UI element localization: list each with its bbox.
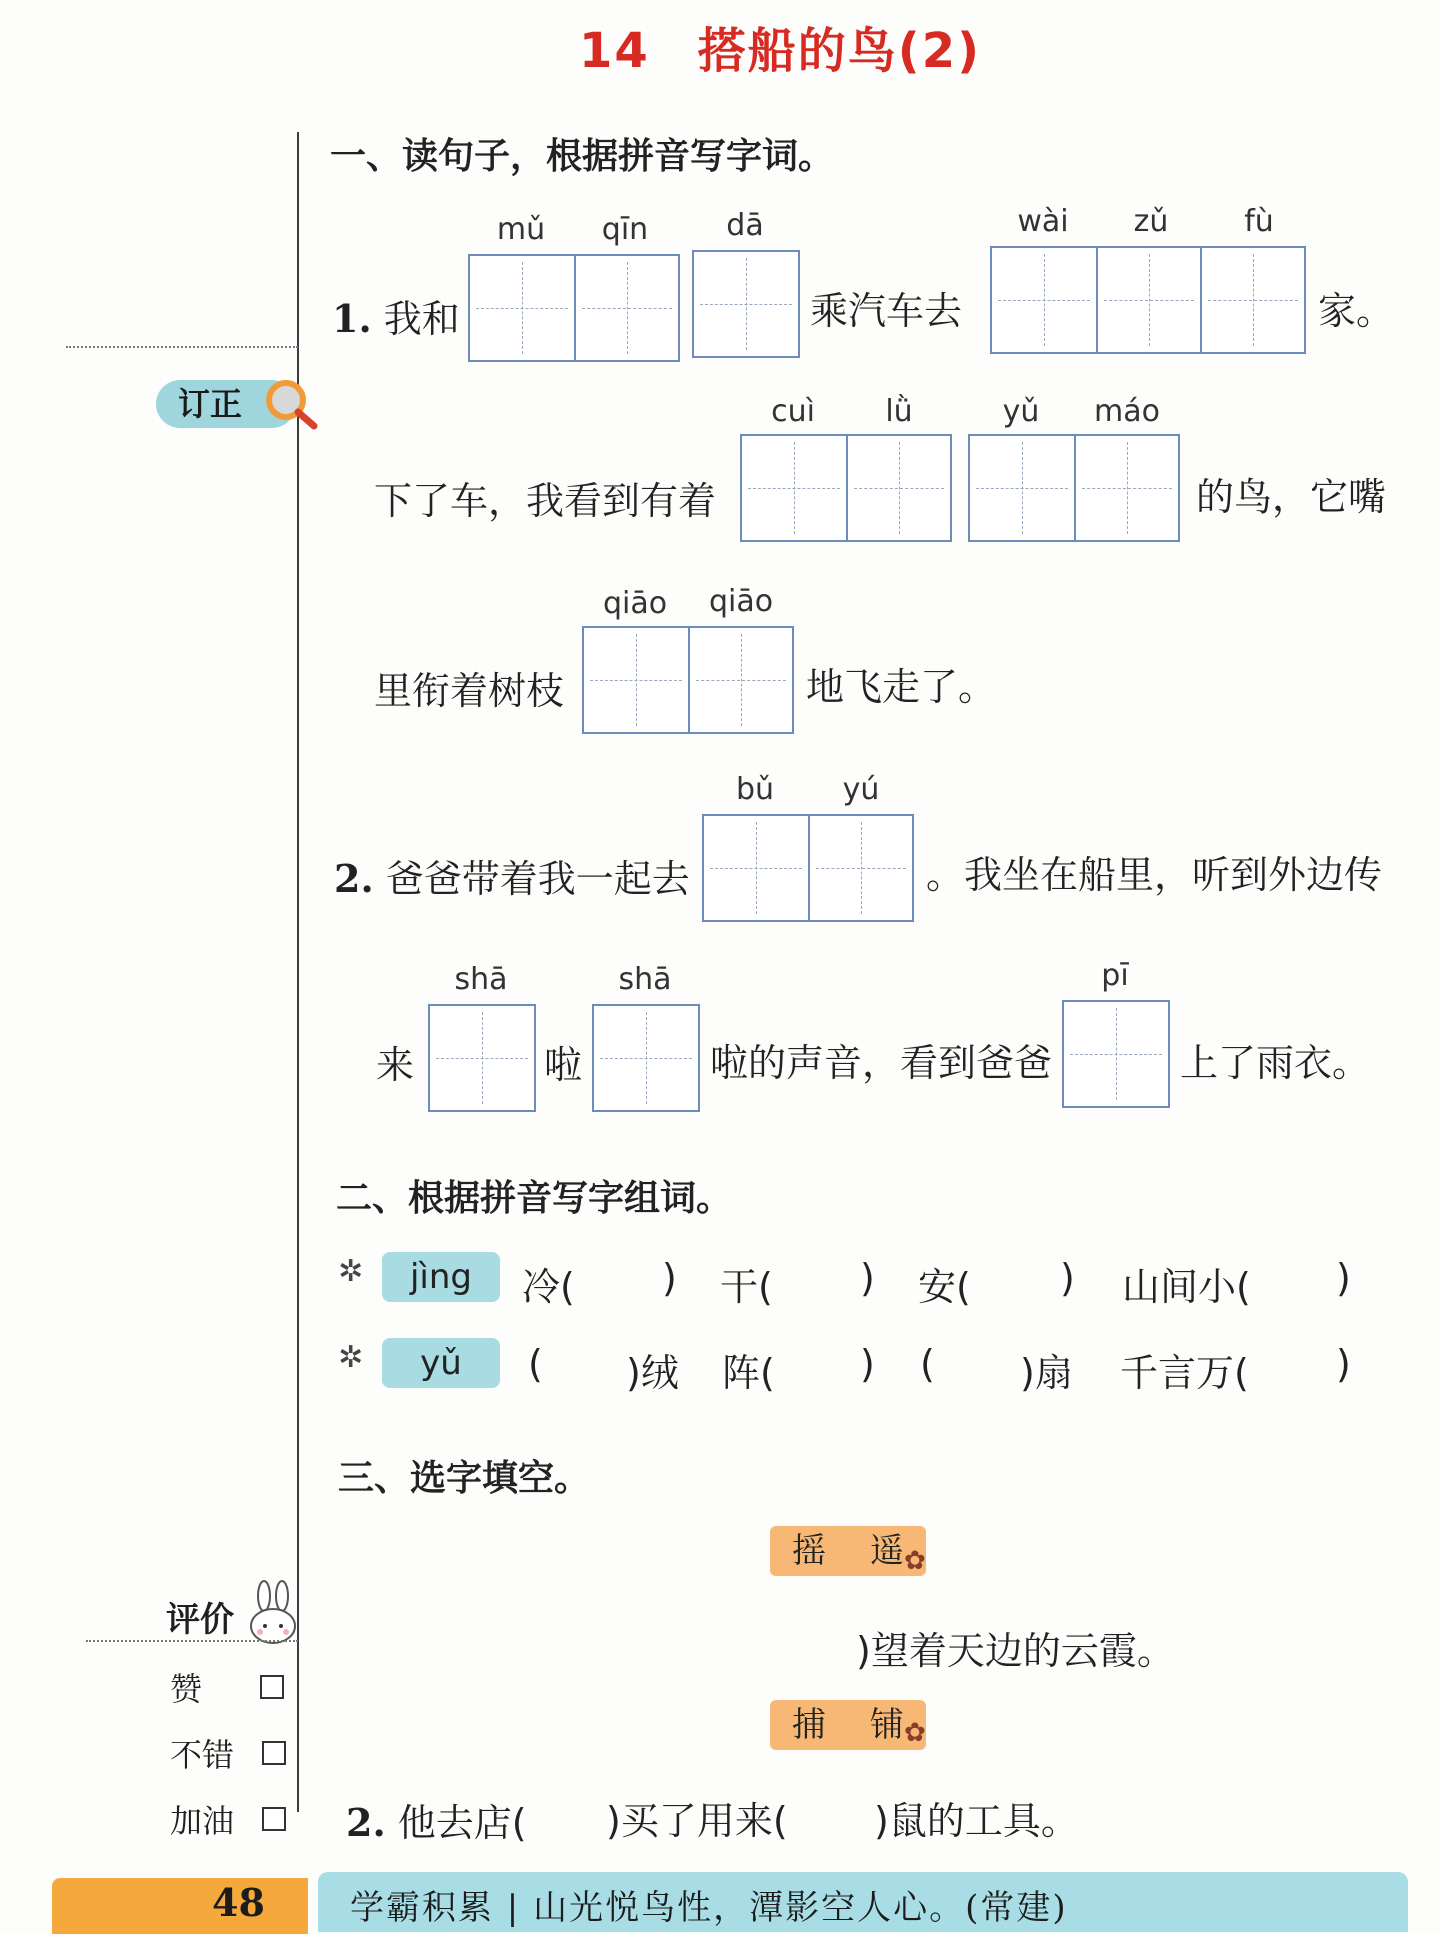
eval-option-bucuo[interactable] bbox=[170, 1730, 286, 1776]
eval-option-label: 不错 bbox=[170, 1736, 235, 1774]
sentence-fragment: )望着天边的云霞。 bbox=[856, 1629, 1175, 1673]
section1-heading: 一、读句子，根据拼音写字词。 bbox=[330, 136, 835, 177]
sentence-fragment: 乘汽车去 bbox=[810, 289, 963, 333]
pinyin-label: bǔ bbox=[735, 772, 775, 807]
choice-char: 铺 bbox=[870, 1705, 904, 1745]
footer-quote: 学霸积累 | 山光悦鸟性，潭影空人心。(常建) bbox=[350, 1888, 1068, 1928]
pinyin-label: qiāo bbox=[708, 584, 774, 619]
question-number-2: 2. bbox=[346, 1800, 386, 1845]
flower-icon: ✿ bbox=[904, 1718, 926, 1748]
sentence-fragment: )买了用来( bbox=[606, 1799, 788, 1843]
margin-dotted-line bbox=[66, 346, 298, 348]
pinyin-label: qiāo bbox=[602, 586, 668, 621]
sentence-fragment: 他去店( bbox=[397, 1801, 527, 1845]
choice-box-1 bbox=[770, 1526, 926, 1576]
pinyin-label: máo bbox=[1094, 394, 1160, 429]
rabbit-icon bbox=[246, 1580, 300, 1646]
blank-item: ) bbox=[1336, 1256, 1351, 1300]
sentence-fragment: 我和 bbox=[383, 297, 460, 341]
blank-item: ( bbox=[528, 1342, 543, 1386]
blank-item: 干( bbox=[720, 1265, 773, 1309]
blank-item: ( bbox=[920, 1342, 935, 1386]
eval-option-label: 加油 bbox=[170, 1802, 235, 1840]
sentence-fragment: 上了雨衣。 bbox=[1180, 1041, 1371, 1085]
pinyin-label: qīn bbox=[601, 212, 649, 247]
blank-item: ) bbox=[662, 1256, 677, 1300]
blank-item: 阵( bbox=[722, 1351, 775, 1395]
writing-grid-pi[interactable] bbox=[1062, 1000, 1170, 1108]
lesson-number: 14 bbox=[578, 23, 650, 79]
section2-heading: 二、根据拼音写字组词。 bbox=[336, 1178, 733, 1219]
pinyin-label: yú bbox=[842, 772, 880, 807]
pinyin-label: shā bbox=[454, 962, 508, 997]
page-title bbox=[0, 12, 1440, 81]
question-number-1: 1. bbox=[332, 296, 372, 341]
writing-grid-yumao[interactable] bbox=[968, 434, 1180, 542]
blank-item: 安( bbox=[918, 1265, 971, 1309]
blank-item: 冷( bbox=[522, 1265, 575, 1309]
sentence-fragment: 来 bbox=[376, 1043, 415, 1087]
pinyin-label: cuì bbox=[771, 394, 815, 429]
magnifier-icon bbox=[262, 376, 320, 432]
writing-grid-muqin[interactable] bbox=[468, 254, 680, 362]
eval-option-label: 赞 bbox=[170, 1670, 203, 1708]
pinyin-label: shā bbox=[618, 962, 672, 997]
sentence-fragment: 爸爸带着我一起去 bbox=[385, 857, 690, 901]
sentence-fragment: 下了车，我看到有着 bbox=[374, 479, 717, 523]
writing-grid-sha2[interactable] bbox=[592, 1004, 700, 1112]
choice-box-2 bbox=[770, 1700, 926, 1750]
blank-item: 山间小( bbox=[1122, 1265, 1251, 1309]
eval-option-jiayou[interactable] bbox=[170, 1796, 286, 1842]
eval-option-zan[interactable] bbox=[170, 1664, 284, 1710]
writing-grid-waizufu[interactable] bbox=[990, 246, 1306, 354]
pinyin-label: mǔ bbox=[496, 212, 546, 247]
pinyin-pill: yǔ bbox=[382, 1338, 500, 1388]
pinyin-label: pī bbox=[1101, 958, 1129, 993]
blank-item: ) bbox=[1060, 1256, 1075, 1300]
pinyin-label: yǔ bbox=[1002, 394, 1040, 429]
sentence-fragment: 家。 bbox=[1318, 289, 1395, 333]
pinyin-pill: jìng bbox=[382, 1252, 500, 1302]
choice-char: 遥 bbox=[870, 1531, 904, 1571]
sentence-fragment: 啦 bbox=[544, 1043, 583, 1087]
sentence-fragment: 的鸟，它嘴 bbox=[1196, 475, 1387, 519]
blank-item: ) bbox=[1336, 1342, 1351, 1386]
eval-dotted-line bbox=[86, 1640, 298, 1642]
correction-label: 订正 bbox=[156, 380, 296, 428]
blank-item: )扇 bbox=[1020, 1351, 1073, 1395]
writing-grid-sha1[interactable] bbox=[428, 1004, 536, 1112]
eval-checkbox[interactable] bbox=[262, 1807, 286, 1831]
writing-grid-qiaoqiao[interactable] bbox=[582, 626, 794, 734]
blank-item: 千言万( bbox=[1120, 1351, 1249, 1395]
choice-char: 捕 bbox=[792, 1705, 826, 1745]
question-number-2: 2. bbox=[334, 856, 374, 901]
pinyin-label: zǔ bbox=[1133, 204, 1169, 239]
bird-icon: ✲ bbox=[338, 1340, 364, 1375]
sentence-fragment: 啦的声音，看到爸爸 bbox=[710, 1041, 1053, 1085]
eval-checkbox[interactable] bbox=[262, 1741, 286, 1765]
choice-char: 摇 bbox=[792, 1531, 826, 1571]
pinyin-label: dā bbox=[726, 208, 764, 243]
writing-grid-da[interactable] bbox=[692, 250, 800, 358]
sentence-fragment: 里衔着树枝 bbox=[374, 669, 565, 713]
writing-grid-cuilu[interactable] bbox=[740, 434, 952, 542]
blank-item: ) bbox=[860, 1256, 875, 1300]
pinyin-label: lǜ bbox=[885, 394, 913, 429]
page-number: 48 bbox=[212, 1880, 265, 1925]
blank-item: )绒 bbox=[626, 1351, 679, 1395]
sentence-fragment: )鼠的工具。 bbox=[874, 1799, 1079, 1843]
page-number-bar bbox=[52, 1878, 308, 1934]
sentence-fragment: 地飞走了。 bbox=[806, 665, 997, 709]
pinyin-label: wài bbox=[1017, 204, 1069, 239]
writing-grid-buyu[interactable] bbox=[702, 814, 914, 922]
eval-checkbox[interactable] bbox=[260, 1675, 284, 1699]
bird-icon: ✲ bbox=[338, 1254, 364, 1289]
evaluation-label: 评价 bbox=[166, 1600, 234, 1640]
lesson-title: 搭船的鸟(2) bbox=[697, 23, 982, 79]
flower-icon: ✿ bbox=[904, 1546, 926, 1576]
pinyin-label: fù bbox=[1244, 204, 1274, 239]
blank-item: ) bbox=[860, 1342, 875, 1386]
sentence-fragment: 。我坐在船里，听到外边传 bbox=[926, 853, 1383, 897]
section3-heading: 三、选字填空。 bbox=[338, 1458, 591, 1499]
